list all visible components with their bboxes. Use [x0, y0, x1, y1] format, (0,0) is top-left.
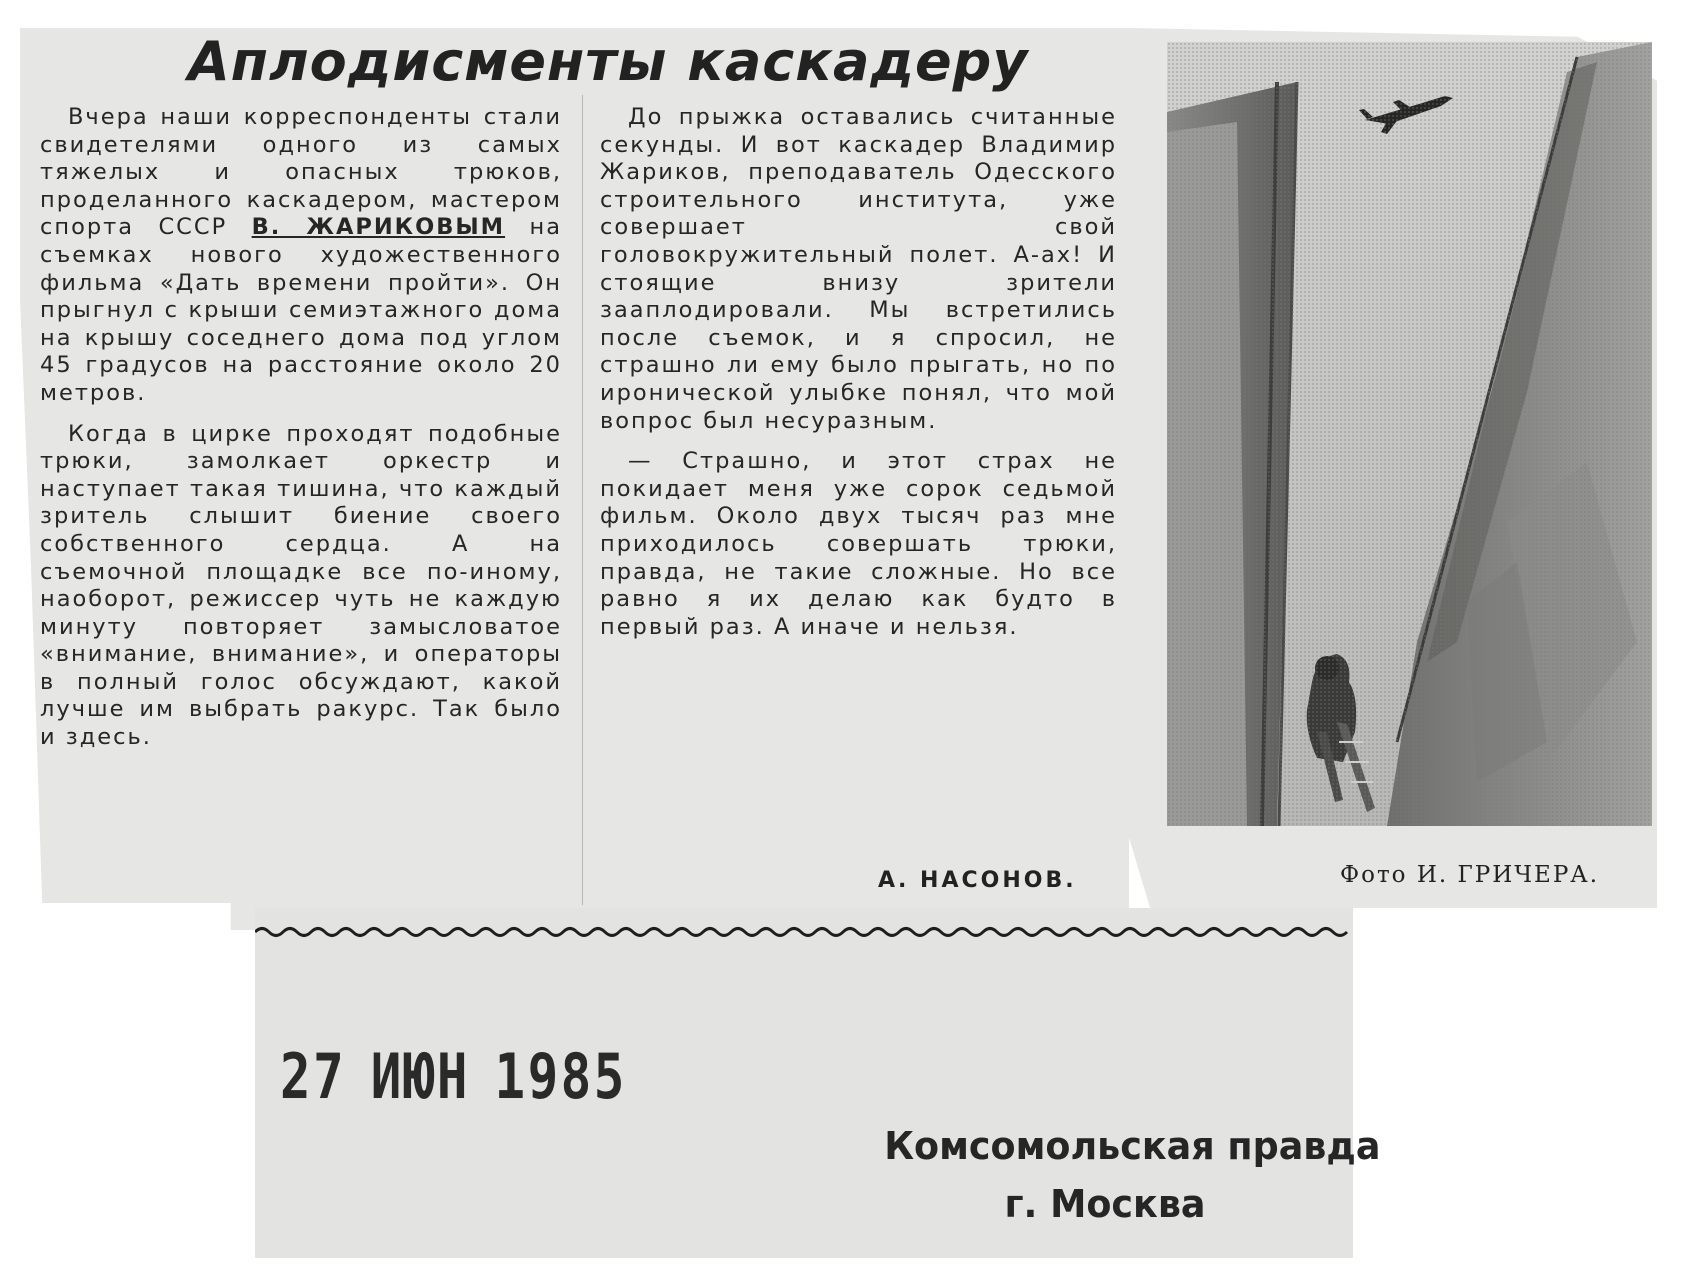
paragraph: — Страшно, и этот страх не покидает меня уже сорок седьмой фильм. Около двух тысяч раз мне приходилось совершать трюки, правда, не такие сложные. Но все равно я их делаю как будто в первый раз. А иначе и нельзя.: [600, 448, 1117, 640]
article-headline: Аплодисменты каскадеру: [188, 30, 1029, 93]
paragraph: Когда в цирке проходят подобные трюки, замолкает оркестр и наступает такая тишина, что каждый зритель слышит биение своего собственного сердца. А на съемочной площадке все по-иному, наоборот, режиссер чуть не каждую минуту повторяет замысловатое «внимание, внимание», и операторы в полный голос обсуждают, какой лучше им выбрать ракурс. Так было и здесь.: [40, 420, 562, 751]
stamp-month: ИЮН: [370, 1040, 470, 1113]
newspaper-name: Комсомольская правда: [884, 1124, 1381, 1168]
newspaper-city: г. Москва: [1004, 1182, 1206, 1226]
date-stamp: [280, 1040, 627, 1113]
stamp-day: 27: [280, 1040, 347, 1113]
article-column-1: [40, 104, 562, 752]
stunt-photo: [1167, 42, 1652, 826]
author-byline: А. НАСОНОВ.: [878, 868, 1077, 893]
paragraph: [40, 104, 562, 408]
slip-wavy-edge: [255, 925, 1353, 939]
paragraph-text: Вчера наши корреспонденты стали свидетелями одного из самых тяжелых и опасных трюков, проделанного каскадером, мастером спорта СССР: [40, 104, 562, 241]
stuntman-name: В. ЖАРИКОВЫМ: [251, 214, 506, 241]
paragraph-text: на съемках нового художественного фильма «Дать времени пройти». Он прыгнул с крыши семиэтажного дома на крышу соседнего дома под углом 45 градусов на расстояние около 20 метров.: [40, 214, 562, 406]
newspaper-stamp: [884, 1117, 1381, 1233]
article-column-2: [600, 104, 1117, 641]
stamp-year: 1985: [494, 1040, 627, 1113]
photo-caption: Фото И. ГРИЧЕРА.: [1340, 862, 1600, 888]
column-divider: [582, 95, 583, 905]
paragraph: До прыжка оставались считанные секунды. И вот каскадер Владимир Жариков, преподаватель Одесского строительного института, уже совершает свой головокружительный полет. А-ах! И стоящие внизу зрители зааплодировали. Мы встретились после съемок, и я спросил, не страшно ли ему было прыгать, но по иронической улыбке понял, что мой вопрос был несуразным.: [600, 104, 1117, 434]
